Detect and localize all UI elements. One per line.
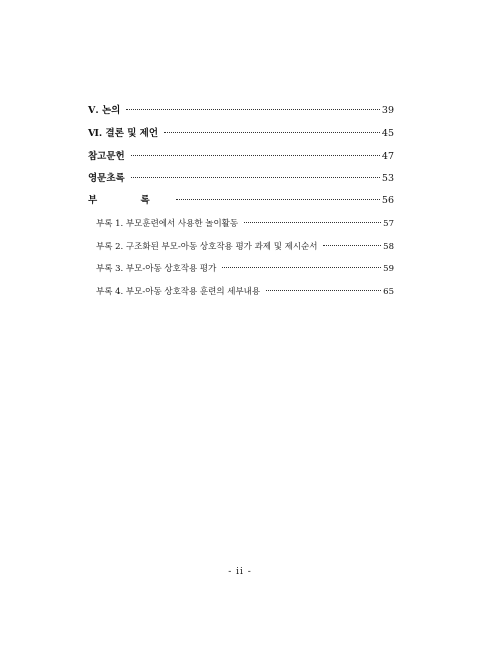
toc-entry-label: 부록 2. 구조화된 부모-아동 상호작용 평가 과제 및 제시순서 bbox=[96, 242, 318, 252]
toc-entry-page: 58 bbox=[383, 242, 394, 252]
toc-entry-page: 57 bbox=[383, 219, 394, 229]
toc-entry-label: Ⅵ. 결론 및 제언 bbox=[88, 128, 159, 139]
toc-entry-label: 참고문헌 bbox=[88, 151, 125, 162]
toc-leader-dots bbox=[164, 132, 380, 133]
toc-entry-label: Ⅴ. 논의 bbox=[88, 105, 121, 116]
toc-entry-discussion bbox=[88, 104, 394, 118]
toc-leader-dots bbox=[222, 267, 381, 268]
toc-entry-page: 59 bbox=[383, 264, 394, 274]
toc-entry-references bbox=[88, 150, 394, 164]
toc-leader-dots bbox=[266, 290, 381, 291]
toc-subentry-appendix-1 bbox=[96, 217, 394, 231]
toc-leader-dots bbox=[131, 177, 380, 178]
toc-entry-label: 부록 3. 부모-아동 상호작용 평가 bbox=[96, 264, 217, 274]
page-number: - ii - bbox=[228, 567, 252, 577]
toc-entry-english-abstract bbox=[88, 172, 394, 186]
toc-entry-label: 영문초록 bbox=[88, 173, 125, 184]
toc-subentry-appendix-2 bbox=[96, 240, 394, 254]
toc-entry-label: 부록 1. 부모훈련에서 사용한 놀이활동 bbox=[96, 219, 239, 229]
toc-leader-dots bbox=[131, 155, 380, 156]
toc-subentry-appendix-4 bbox=[96, 285, 394, 299]
toc-leader-dots bbox=[244, 222, 381, 223]
toc-leader-dots bbox=[323, 245, 381, 246]
toc-entry-page: 39 bbox=[381, 105, 394, 116]
toc-entry-conclusion bbox=[88, 127, 394, 141]
toc-entry-page: 65 bbox=[383, 287, 394, 297]
toc-entry-label: 부 록 bbox=[88, 195, 170, 206]
toc-subentry-appendix-3 bbox=[96, 262, 394, 276]
toc-entry-page: 53 bbox=[381, 173, 394, 184]
toc-entry-page: 45 bbox=[381, 128, 394, 139]
toc-entry-label: 부록 4. 부모-아동 상호작용 훈련의 세부내용 bbox=[96, 287, 261, 297]
toc-entry-appendix bbox=[88, 194, 394, 208]
toc-leader-dots bbox=[126, 109, 380, 110]
toc-entry-page: 56 bbox=[381, 195, 394, 206]
toc-leader-dots bbox=[176, 199, 380, 200]
toc-entry-page: 47 bbox=[381, 151, 394, 162]
